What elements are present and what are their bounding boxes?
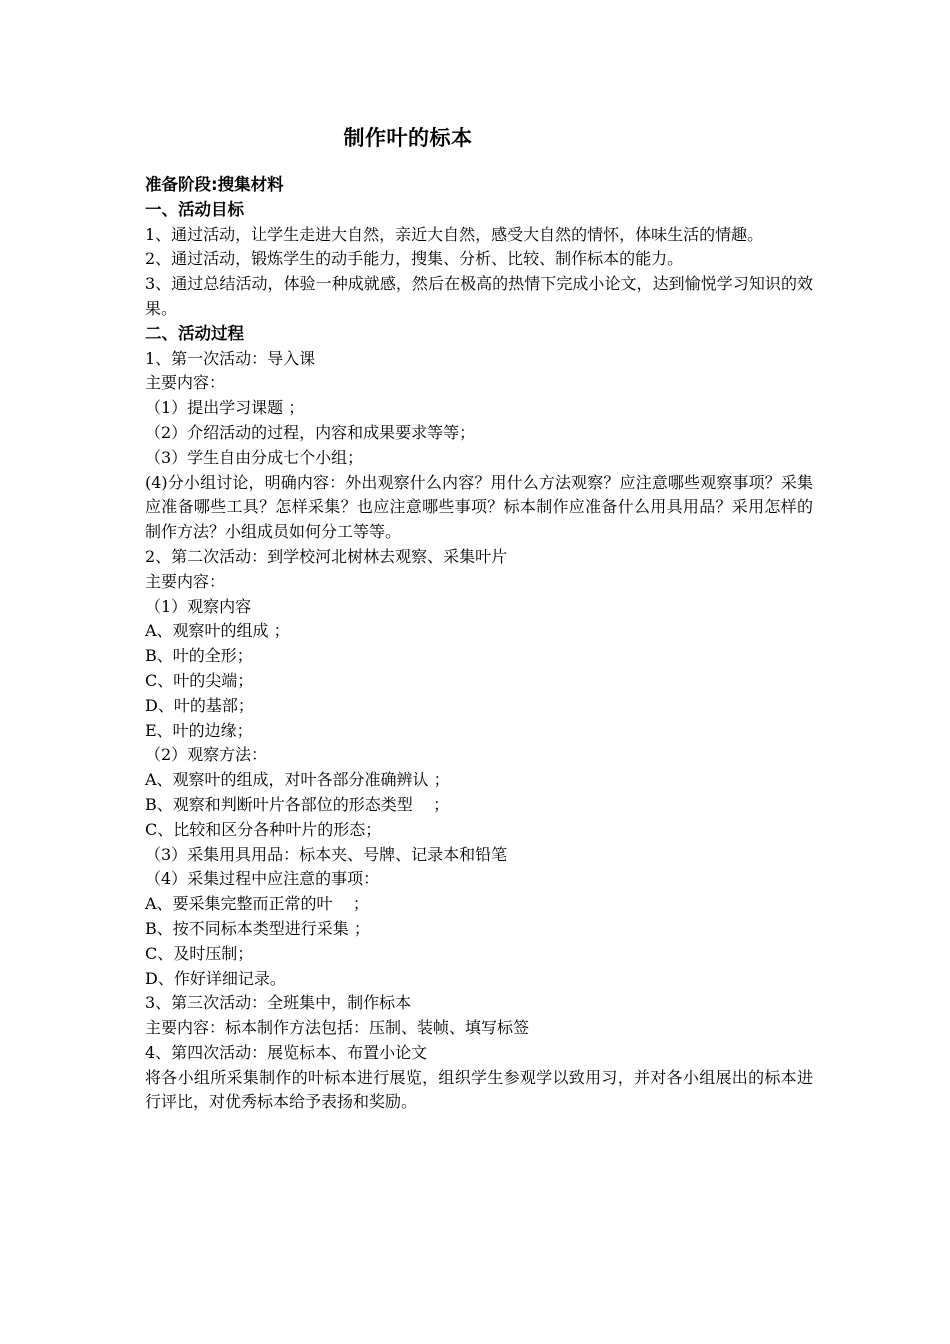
activity1-item-2: （2）介绍活动的过程，内容和成果要求等等；	[145, 422, 476, 442]
goal-1: 1、通过活动，让学生走进大自然，亲近大自然，感受大自然的情怀，体味生活的情趣。	[145, 224, 764, 244]
observe-method-c: C、比较和区分各种叶片的形态；	[145, 819, 382, 839]
collection-tools: （3）采集用具用品：标本夹、号牌、记录本和铅笔	[145, 844, 508, 864]
collection-note-d: D、作好详细记录。	[145, 968, 286, 988]
activity2-title: 2、第二次活动：到学校河北树林去观察、采集叶片	[145, 546, 508, 566]
collection-note-c: C、及时压制；	[145, 943, 254, 963]
observe-content-b: B、叶的全形；	[145, 646, 253, 666]
activity1-content-label: 主要内容：	[145, 373, 226, 393]
collection-notes-label: （4）采集过程中应注意的事项：	[145, 869, 380, 889]
document-title: 制作叶的标本	[343, 126, 473, 150]
collection-note-b: B、按不同标本类型进行采集 ；	[145, 918, 370, 938]
activity4-content: 将各小组所采集制作的叶标本进行展览，组织学生参观学以致用习，并对各小组展出的标本进行评比，对优秀标本给予表扬和奖励。	[145, 1067, 813, 1112]
observe-method-label: （2）观察方法：	[145, 745, 268, 765]
stage-heading: 准备阶段:搜集材料	[145, 175, 284, 194]
goal-2: 2、通过活动，锻炼学生的动手能力，搜集、分析、比较、制作标本的能力。	[145, 249, 684, 269]
activity3-content: 主要内容：标本制作方法包括：压制、装帧、填写标签	[145, 1018, 530, 1038]
observe-method-a: A、观察叶的组成，对叶各部分准确辨认 ；	[145, 770, 450, 790]
activity1-item-1: （1）提出学习课题 ；	[145, 398, 305, 418]
goal-3: 3、通过总结活动，体验一种成就感，然后在极高的热情下完成小论文，达到愉悦学习知识的效果。	[145, 274, 813, 318]
section1-heading: 一、活动目标	[145, 199, 244, 219]
observe-content-a: A、观察叶的组成 ；	[145, 621, 290, 641]
section2-heading: 二、活动过程	[145, 323, 244, 343]
activity3-title: 3、第三次活动：全班集中，制作标本	[145, 993, 412, 1013]
collection-note-a: A、要采集完整而正常的叶 ；	[145, 894, 369, 914]
activity4-title: 4、第四次活动：展览标本、布置小论文	[145, 1042, 428, 1062]
observe-content-label: （1）观察内容	[145, 596, 252, 616]
activity1-title: 1、第一次活动：导入课	[145, 348, 316, 368]
observe-content-c: C、叶的尖端；	[145, 670, 254, 690]
observe-method-b: B、观察和判断叶片各部位的形态类型 ；	[145, 794, 450, 814]
activity1-item-3: （3）学生自由分成七个小组；	[145, 447, 364, 467]
observe-content-e: E、叶的边缘；	[145, 720, 253, 740]
document-body	[145, 173, 813, 1115]
observe-content-d: D、叶的基部；	[145, 695, 254, 715]
activity1-item-4: (4)分小组讨论，明确内容：外出观察什么内容？用什么方法观察？应注意哪些观察事项？采集应准备哪些工具？怎样采集？也应注意哪些事项？标本制作应准备什么用具用品？采用怎样的制作方法？小组成员如何分工等等。	[145, 472, 813, 542]
activity2-content-label: 主要内容：	[145, 571, 226, 591]
